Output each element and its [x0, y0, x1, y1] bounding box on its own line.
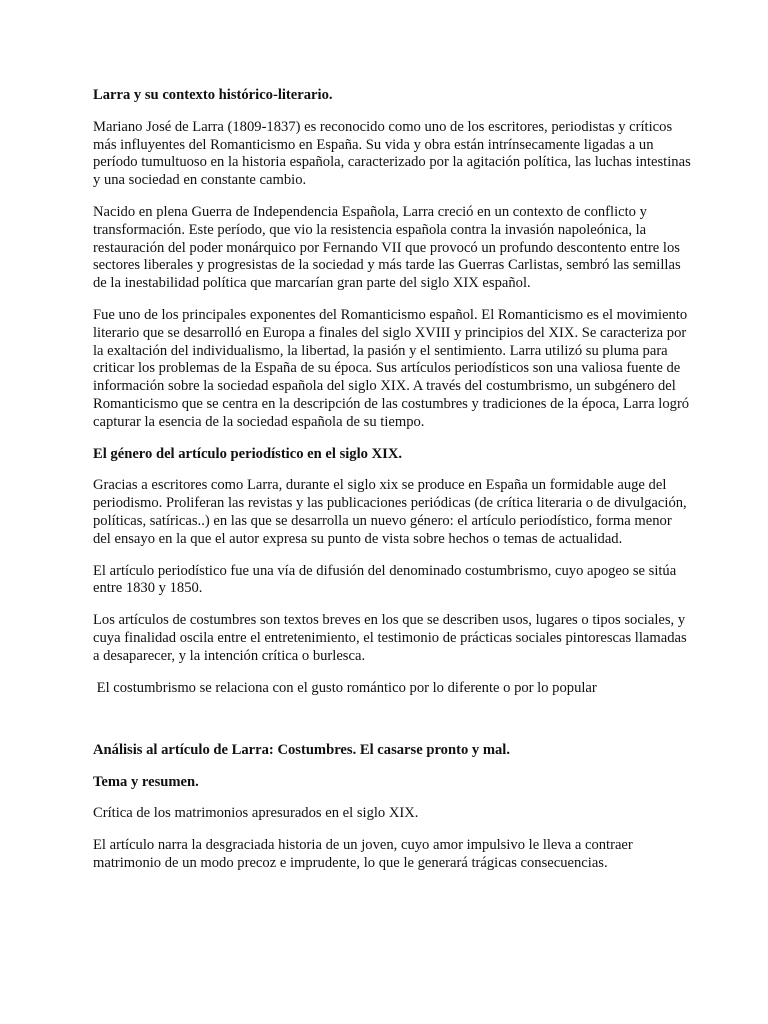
paragraph-critica-matrimonios: Crítica de los matrimonios apresurados en el siglo XIX. [93, 804, 419, 821]
paragraph-guerra-independencia: Nacido en plena Guerra de Independencia Española, Larra creció en un contexto de conflicto y transformación. Este período, que vio la resistencia española contra la invasión napoleónica, la restauración del poder monárquico por Fernando VII que provocó un profundo descontento entre los sectores liberales y progresistas de la sociedad y más tarde las Guerras Carlistas, sembró las semillas de la inestabilidad política que marcarían gran parte del siglo XIX español. [93, 203, 681, 292]
section-title-contexto: Larra y su contexto histórico-literario. [93, 87, 333, 103]
document-page [93, 87, 691, 886]
blank-spacer [93, 711, 691, 742]
paragraph-romanticismo: Fue uno de los principales exponentes del Romanticismo español. El Romanticismo es el movimiento literario que se desarrolló en Europa a finales del siglo XVIII y principios del XIX. Se caracteriza por la exaltación del individualismo, la libertad, la pasión y el sentimiento. Larra utilizó su pluma para criticar los problemas de la España de su época. Sus artículos periodísticos son una valiosa fuente de información sobre la sociedad española del siglo XIX. A través del costumbrismo, un subgénero del Romanticismo que se centra en la descripción de las costumbres y tradiciones de la época, Larra logró capturar la esencia de la sociedad española de su tiempo. [93, 306, 690, 430]
paragraph-gusto-romantico: El costumbrismo se relaciona con el gusto romántico por lo diferente o por lo popular [93, 679, 597, 696]
paragraph-resumen-articulo: El artículo narra la desgraciada historia de un joven, cuyo amor impulsivo le lleva a contraer matrimonio de un modo precoz e imprudente, lo que le generará trágicas consecuencias. [93, 836, 633, 871]
section-title-genero: El género del artículo periodístico en el siglo XIX. [93, 445, 403, 462]
paragraph-articulos-costumbres: Los artículos de costumbres son textos breves en los que se describen usos, lugares o tipos sociales, y cuya finalidad oscila entre el entretenimiento, el testimonio de prácticas sociales pintorescas llamadas a desaparecer, y la intención crítica o burlesca. [93, 612, 687, 664]
paragraph-intro-larra: Mariano José de Larra (1809-1837) es reconocido como uno de los escritores, periodistas y críticos más influyentes del Romanticismo en España. Su vida y obra están intrínsecamente ligadas a un período tumultuoso en la historia española, caracterizado por la agitación política, las luchas intestinas y una sociedad en constante cambio. [93, 118, 691, 189]
subsection-title-tema: Tema y resumen. [93, 774, 199, 791]
paragraph-auge-periodismo: Gracias a escritores como Larra, durante el siglo xix se produce en España un formidable auge del periodismo. Proliferan las revistas y las publicaciones periódicas (de crítica literaria o de divulgación, políticas, satíricas..) en las que se desarrolla un nuevo género: el artículo periodístico, forma menor del ensayo en la que el autor expresa su punto de vista sobre hechos o temas de actualidad. [93, 477, 687, 547]
paragraph-costumbrismo-difusion: El artículo periodístico fue una vía de difusión del denominado costumbrismo, cuyo apogeo se sitúa entre 1830 y 1850. [93, 562, 677, 597]
section-title-analisis: Análisis al artículo de Larra: Costumbres. El casarse pronto y mal. [93, 742, 510, 759]
